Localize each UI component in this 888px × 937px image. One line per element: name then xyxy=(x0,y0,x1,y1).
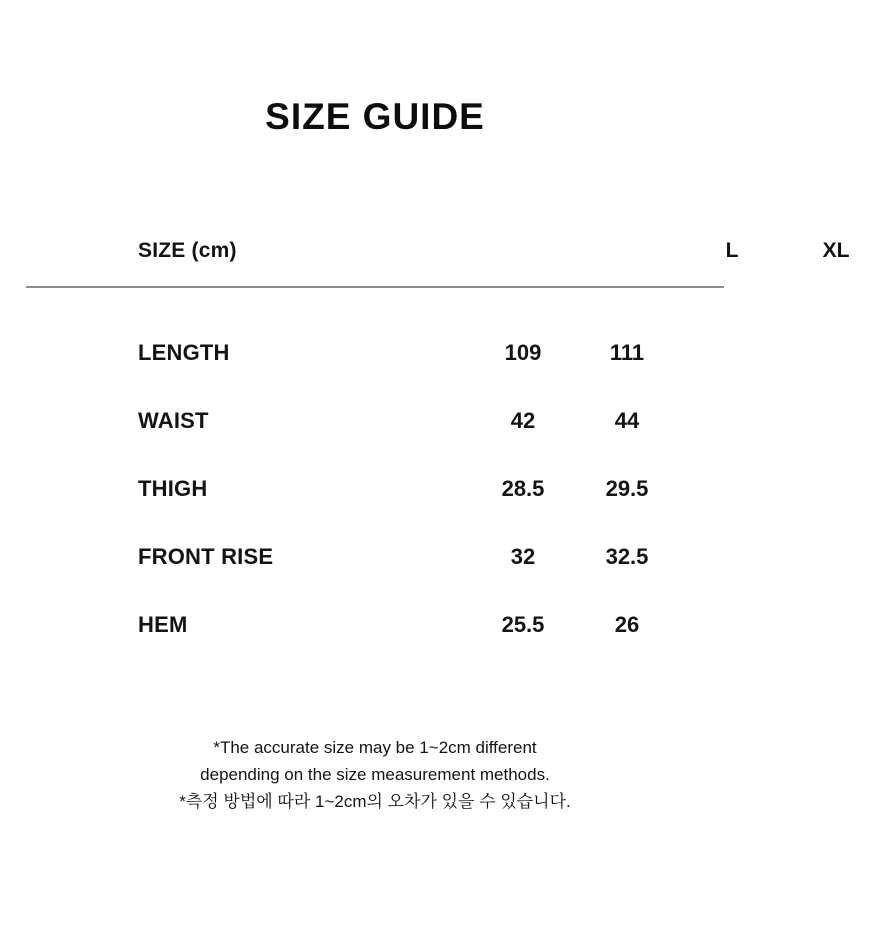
page-title: SIZE GUIDE xyxy=(265,96,485,137)
table-row-thigh xyxy=(138,455,679,523)
table-row-length xyxy=(138,319,679,387)
header-divider-line xyxy=(26,286,724,288)
value-l: 32 xyxy=(510,544,536,569)
value-l: 28.5 xyxy=(501,476,545,501)
value-xl: 44 xyxy=(614,408,640,433)
column-header-xl: XL xyxy=(822,239,850,262)
column-header-l: L xyxy=(725,239,739,262)
row-label: LENGTH xyxy=(138,340,230,365)
value-xl: 26 xyxy=(614,612,640,637)
row-label: HEM xyxy=(138,612,188,637)
value-xl: 111 xyxy=(609,340,645,365)
footnote-line-3-korean: *측정 방법에 따라 1~2cm의 오차가 있을 수 있습니다. xyxy=(179,792,571,811)
size-unit-header: SIZE (cm) xyxy=(138,239,237,262)
row-label: THIGH xyxy=(138,476,208,501)
row-label: WAIST xyxy=(138,408,209,433)
table-row-hem xyxy=(138,591,679,659)
value-l: 25.5 xyxy=(501,612,545,637)
table-row-front-rise xyxy=(138,523,679,591)
value-xl: 32.5 xyxy=(605,544,649,569)
footnote-line-1: *The accurate size may be 1~2cm different xyxy=(213,738,537,757)
size-table-body xyxy=(138,319,679,659)
row-label: FRONT RISE xyxy=(138,544,274,569)
value-l: 42 xyxy=(510,408,536,433)
footnote-line-2: depending on the size measurement methods. xyxy=(200,765,550,784)
size-table-header-row xyxy=(138,228,888,274)
value-l: 109 xyxy=(504,340,542,365)
value-xl: 29.5 xyxy=(605,476,649,501)
table-row-waist xyxy=(138,387,679,455)
footnotes xyxy=(0,734,750,815)
